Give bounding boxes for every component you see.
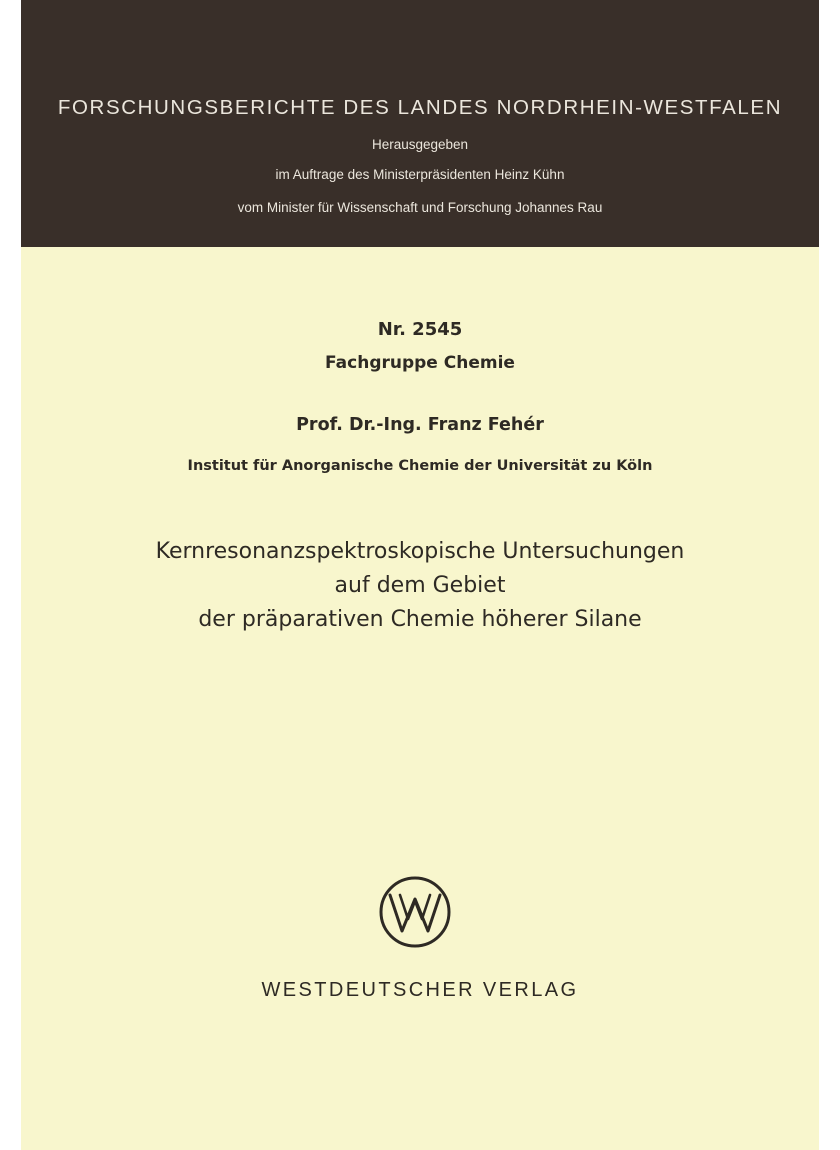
editor-line-2: im Auftrage des Ministerpräsidenten Heinz Kühn <box>275 167 565 182</box>
title-line-3: der präparativen Chemie höherer Silane <box>198 607 642 632</box>
editor-line-1: Herausgegeben <box>371 137 469 152</box>
book-title <box>21 535 819 637</box>
header-band <box>21 0 819 247</box>
author-name: Prof. Dr.-Ing. Franz Fehér <box>296 415 544 435</box>
publisher-name: WESTDEUTSCHER VERLAG <box>261 979 579 1001</box>
volume-number: Nr. 2545 <box>377 319 463 340</box>
title-line-2: auf dem Gebiet <box>334 573 506 598</box>
title-line-1: Kernresonanzspektroskopische Untersuchungen <box>155 539 685 564</box>
author-institute: Institut für Anorganische Chemie der Universität zu Köln <box>187 458 653 474</box>
editor-line-3: vom Minister für Wissenschaft und Forschung Johannes Rau <box>237 200 603 215</box>
westdeutscher-verlag-logo-icon <box>378 875 452 949</box>
book-cover <box>21 0 819 1150</box>
series-title: FORSCHUNGSBERICHTE DES LANDES NORDRHEIN-WESTFALEN <box>57 96 783 119</box>
subject-group: Fachgruppe Chemie <box>325 353 515 373</box>
